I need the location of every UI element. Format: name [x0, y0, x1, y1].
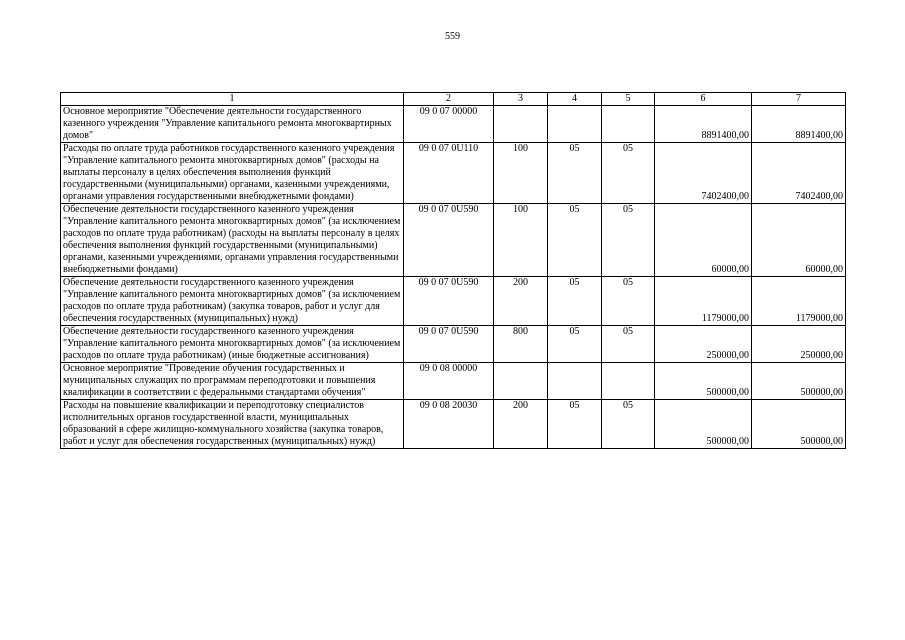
row-amount-col6: 1179000,00	[655, 277, 752, 326]
budget-table	[60, 92, 846, 449]
table-row	[61, 277, 846, 326]
row-col3: 800	[494, 326, 548, 363]
row-col3: 100	[494, 143, 548, 204]
header-row	[61, 93, 846, 106]
row-col4: 05	[548, 400, 602, 449]
row-amount-col7: 250000,00	[752, 326, 846, 363]
row-col5	[602, 363, 655, 400]
table-row	[61, 204, 846, 277]
row-amount-col6: 8891400,00	[655, 106, 752, 143]
row-col4: 05	[548, 326, 602, 363]
row-description: Основное мероприятие "Обеспечение деятельности государственного казенного учреждения "Управление капитального ремонта многоквартирных домов"	[61, 106, 404, 143]
row-code: 09 0 07 0U590	[404, 326, 494, 363]
row-col5: 05	[602, 204, 655, 277]
row-col4: 05	[548, 143, 602, 204]
row-col5: 05	[602, 143, 655, 204]
row-description: Расходы по оплате труда работников государственного казенного учреждения "Управление капитального ремонта многоквартирных домов" (расходы на выплаты персоналу в целях обеспечения выполнения функций государственными (муниципальными) органами, казенными учреждениями, органами управления государственными внебюджетными фондами)	[61, 143, 404, 204]
row-amount-col7: 7402400,00	[752, 143, 846, 204]
row-amount-col7: 60000,00	[752, 204, 846, 277]
row-amount-col6: 500000,00	[655, 400, 752, 449]
row-col3: 200	[494, 277, 548, 326]
row-col5: 05	[602, 326, 655, 363]
row-description: Основное мероприятие "Проведение обучения государственных и муниципальных служащих по программам переподготовки и повышения квалификации в соответствии с федеральными стандартами обучения"	[61, 363, 404, 400]
row-col5: 05	[602, 277, 655, 326]
row-code: 09 0 07 00000	[404, 106, 494, 143]
row-col3	[494, 106, 548, 143]
row-code: 09 0 08 20030	[404, 400, 494, 449]
column-header: 6	[655, 93, 752, 106]
row-col4	[548, 363, 602, 400]
row-code: 09 0 07 0U110	[404, 143, 494, 204]
row-code: 09 0 07 0U590	[404, 204, 494, 277]
row-col3: 100	[494, 204, 548, 277]
row-amount-col6: 500000,00	[655, 363, 752, 400]
table-row	[61, 106, 846, 143]
row-description: Обеспечение деятельности государственного казенного учреждения "Управление капитального ремонта многоквартирных домов" (за исключением расходов по оплате труда работникам) (иные бюджетные ассигнования)	[61, 326, 404, 363]
row-col3	[494, 363, 548, 400]
row-col4: 05	[548, 204, 602, 277]
column-header: 5	[602, 93, 655, 106]
column-header: 4	[548, 93, 602, 106]
row-col3: 200	[494, 400, 548, 449]
page-number: 559	[445, 31, 460, 42]
table-row	[61, 400, 846, 449]
row-col5: 05	[602, 400, 655, 449]
table-row	[61, 326, 846, 363]
row-amount-col6: 60000,00	[655, 204, 752, 277]
row-amount-col7: 1179000,00	[752, 277, 846, 326]
row-amount-col7: 500000,00	[752, 400, 846, 449]
column-header: 3	[494, 93, 548, 106]
row-col4: 05	[548, 277, 602, 326]
column-header: 2	[404, 93, 494, 106]
row-col4	[548, 106, 602, 143]
table-row	[61, 143, 846, 204]
table-row	[61, 363, 846, 400]
row-col5	[602, 106, 655, 143]
row-amount-col7: 8891400,00	[752, 106, 846, 143]
column-header: 1	[61, 93, 404, 106]
row-amount-col7: 500000,00	[752, 363, 846, 400]
row-description: Расходы на повышение квалификации и переподготовку специалистов исполнительных органов государственной власти, муниципальных образований в сфере жилищно-коммунального хозяйства (закупка товаров, работ и услуг для обеспечения государственных (муниципальных) нужд)	[61, 400, 404, 449]
row-amount-col6: 250000,00	[655, 326, 752, 363]
row-amount-col6: 7402400,00	[655, 143, 752, 204]
row-description: Обеспечение деятельности государственного казенного учреждения "Управление капитального ремонта многоквартирных домов" (за исключением расходов по оплате труда работникам) (закупка товаров, работ и услуг для обеспечения государственных (муниципальных) нужд)	[61, 277, 404, 326]
row-description: Обеспечение деятельности государственного казенного учреждения "Управление капитального ремонта многоквартирных домов" (за исключением расходов по оплате труда работникам) (расходы на выплаты персоналу в целях обеспечения выполнения функций государственными (муниципальными) органами, казенными учреждениями, органами управления государственными внебюджетными фондами)	[61, 204, 404, 277]
row-code: 09 0 08 00000	[404, 363, 494, 400]
row-code: 09 0 07 0U590	[404, 277, 494, 326]
column-header: 7	[752, 93, 846, 106]
